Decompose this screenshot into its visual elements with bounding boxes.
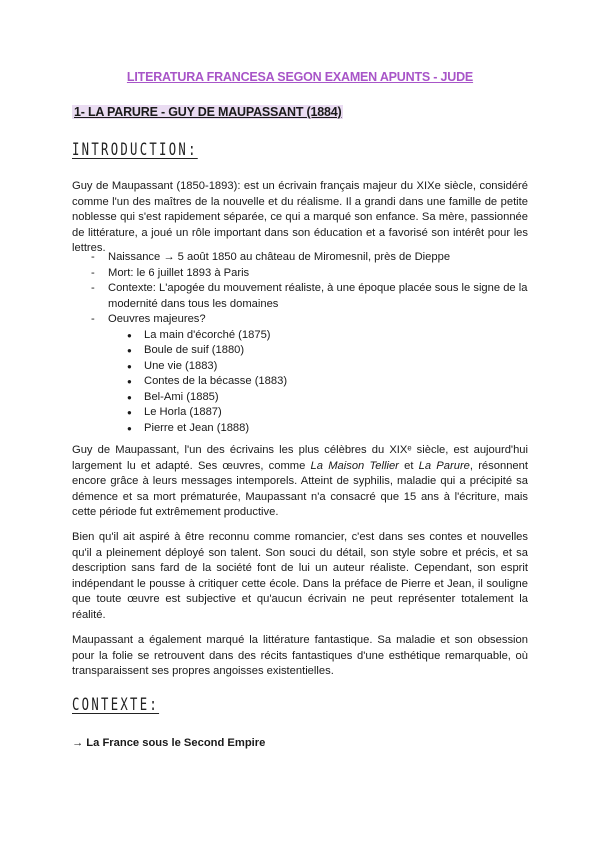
legacy-text: , résonnent encore grâce à leurs messages intemporels. Atteint de syphilis, maladie qui a précipité sa démence et sa mort prématurée, Maupassant n'a consacré que 15 ans à l'écriture, mais cette période fut extrêmement productive. bbox=[72, 459, 528, 518]
fact-context: - Contexte: L'apogée du mouvement réaliste, à une époque placée sous le signe de la modernité dans tous les domaines bbox=[72, 281, 528, 312]
works-label: Oeuvres majeures? bbox=[108, 313, 206, 325]
work-item: ● Boule de suif (1880) bbox=[108, 343, 528, 359]
work-item: ● La main d'écorché (1875) bbox=[108, 328, 528, 344]
legacy-text: et bbox=[398, 459, 419, 472]
realism-paragraph: Bien qu'il ait aspiré à être reconnu comme romancier, c'est dans ses contes et nouvelles qu'il a pleinement déployé son talent. Son souci du détail, son style sobre et précis, et sa description sans fard de la société font de lui un auteur réaliste. Cependant, son esprit indépendant le pousse à critiquer cette école. Dans la préface de Pierre et Jean, il souligne que toute œuvre est subjective et qu'aucun écrivain ne peut représenter totalement la réalité. bbox=[72, 531, 528, 621]
fact-birth: - Naissance → 5 août 1850 au château de Miromesnil, près de Dieppe bbox=[72, 250, 528, 266]
work-item: ● Pierre et Jean (1888) bbox=[108, 421, 528, 437]
work-item: ● Bel-Ami (1885) bbox=[108, 390, 528, 406]
works-list bbox=[108, 328, 528, 437]
fantastic-paragraph: Maupassant a également marqué la littérature fantastique. Sa maladie et son obsession pour la folie se retrouvent dans des récits fantastiques d'une esthétique remarquable, où transparaissent ses propres angoisses existentielles. bbox=[72, 634, 528, 677]
introduction-heading: INTRODUCTION: bbox=[72, 140, 198, 160]
work-item: ● Une vie (1883) bbox=[108, 359, 528, 375]
fact-works bbox=[72, 312, 528, 436]
legacy-paragraph bbox=[72, 443, 528, 521]
intro-paragraph: Guy de Maupassant (1850-1893): est un écrivain français majeur du XIXe siècle, considéré comme l'un des maîtres de la nouvelle et du réalisme. Il a grandi dans une famille de petite noblesse qui s'est rapidement séparée, ce qui a marqué son enfance. Sa mère, passionnée de littérature, a joué un rôle important dans son éducation et a favorisé son intérêt pour les lettres. bbox=[72, 180, 528, 254]
work-title-maison-tellier: La Maison Tellier bbox=[310, 459, 399, 472]
fact-death: - Mort: le 6 juillet 1893 à Paris bbox=[72, 266, 528, 282]
work-item: ● Contes de la bécasse (1883) bbox=[108, 374, 528, 390]
legacy-text: Guy de Maupassant, l'un des écrivains les plus célèbres du XIXᵉ siècle, est aujourd'hui largement lu et adapté. Ses œuvres, comme bbox=[72, 444, 528, 472]
work-title-la-parure: La Parure bbox=[418, 459, 470, 472]
document-title: LITERATURA FRANCESA SEGON EXAMEN APUNTS - JUDE bbox=[126, 70, 474, 84]
work-item: ● Le Horla (1887) bbox=[108, 405, 528, 421]
section-title: 1- LA PARURE - GUY DE MAUPASSANT (1884) bbox=[74, 105, 342, 119]
context-subheading: → La France sous le Second Empire bbox=[72, 737, 266, 749]
context-heading: CONTEXTE: bbox=[72, 695, 160, 715]
facts-list bbox=[72, 250, 528, 436]
